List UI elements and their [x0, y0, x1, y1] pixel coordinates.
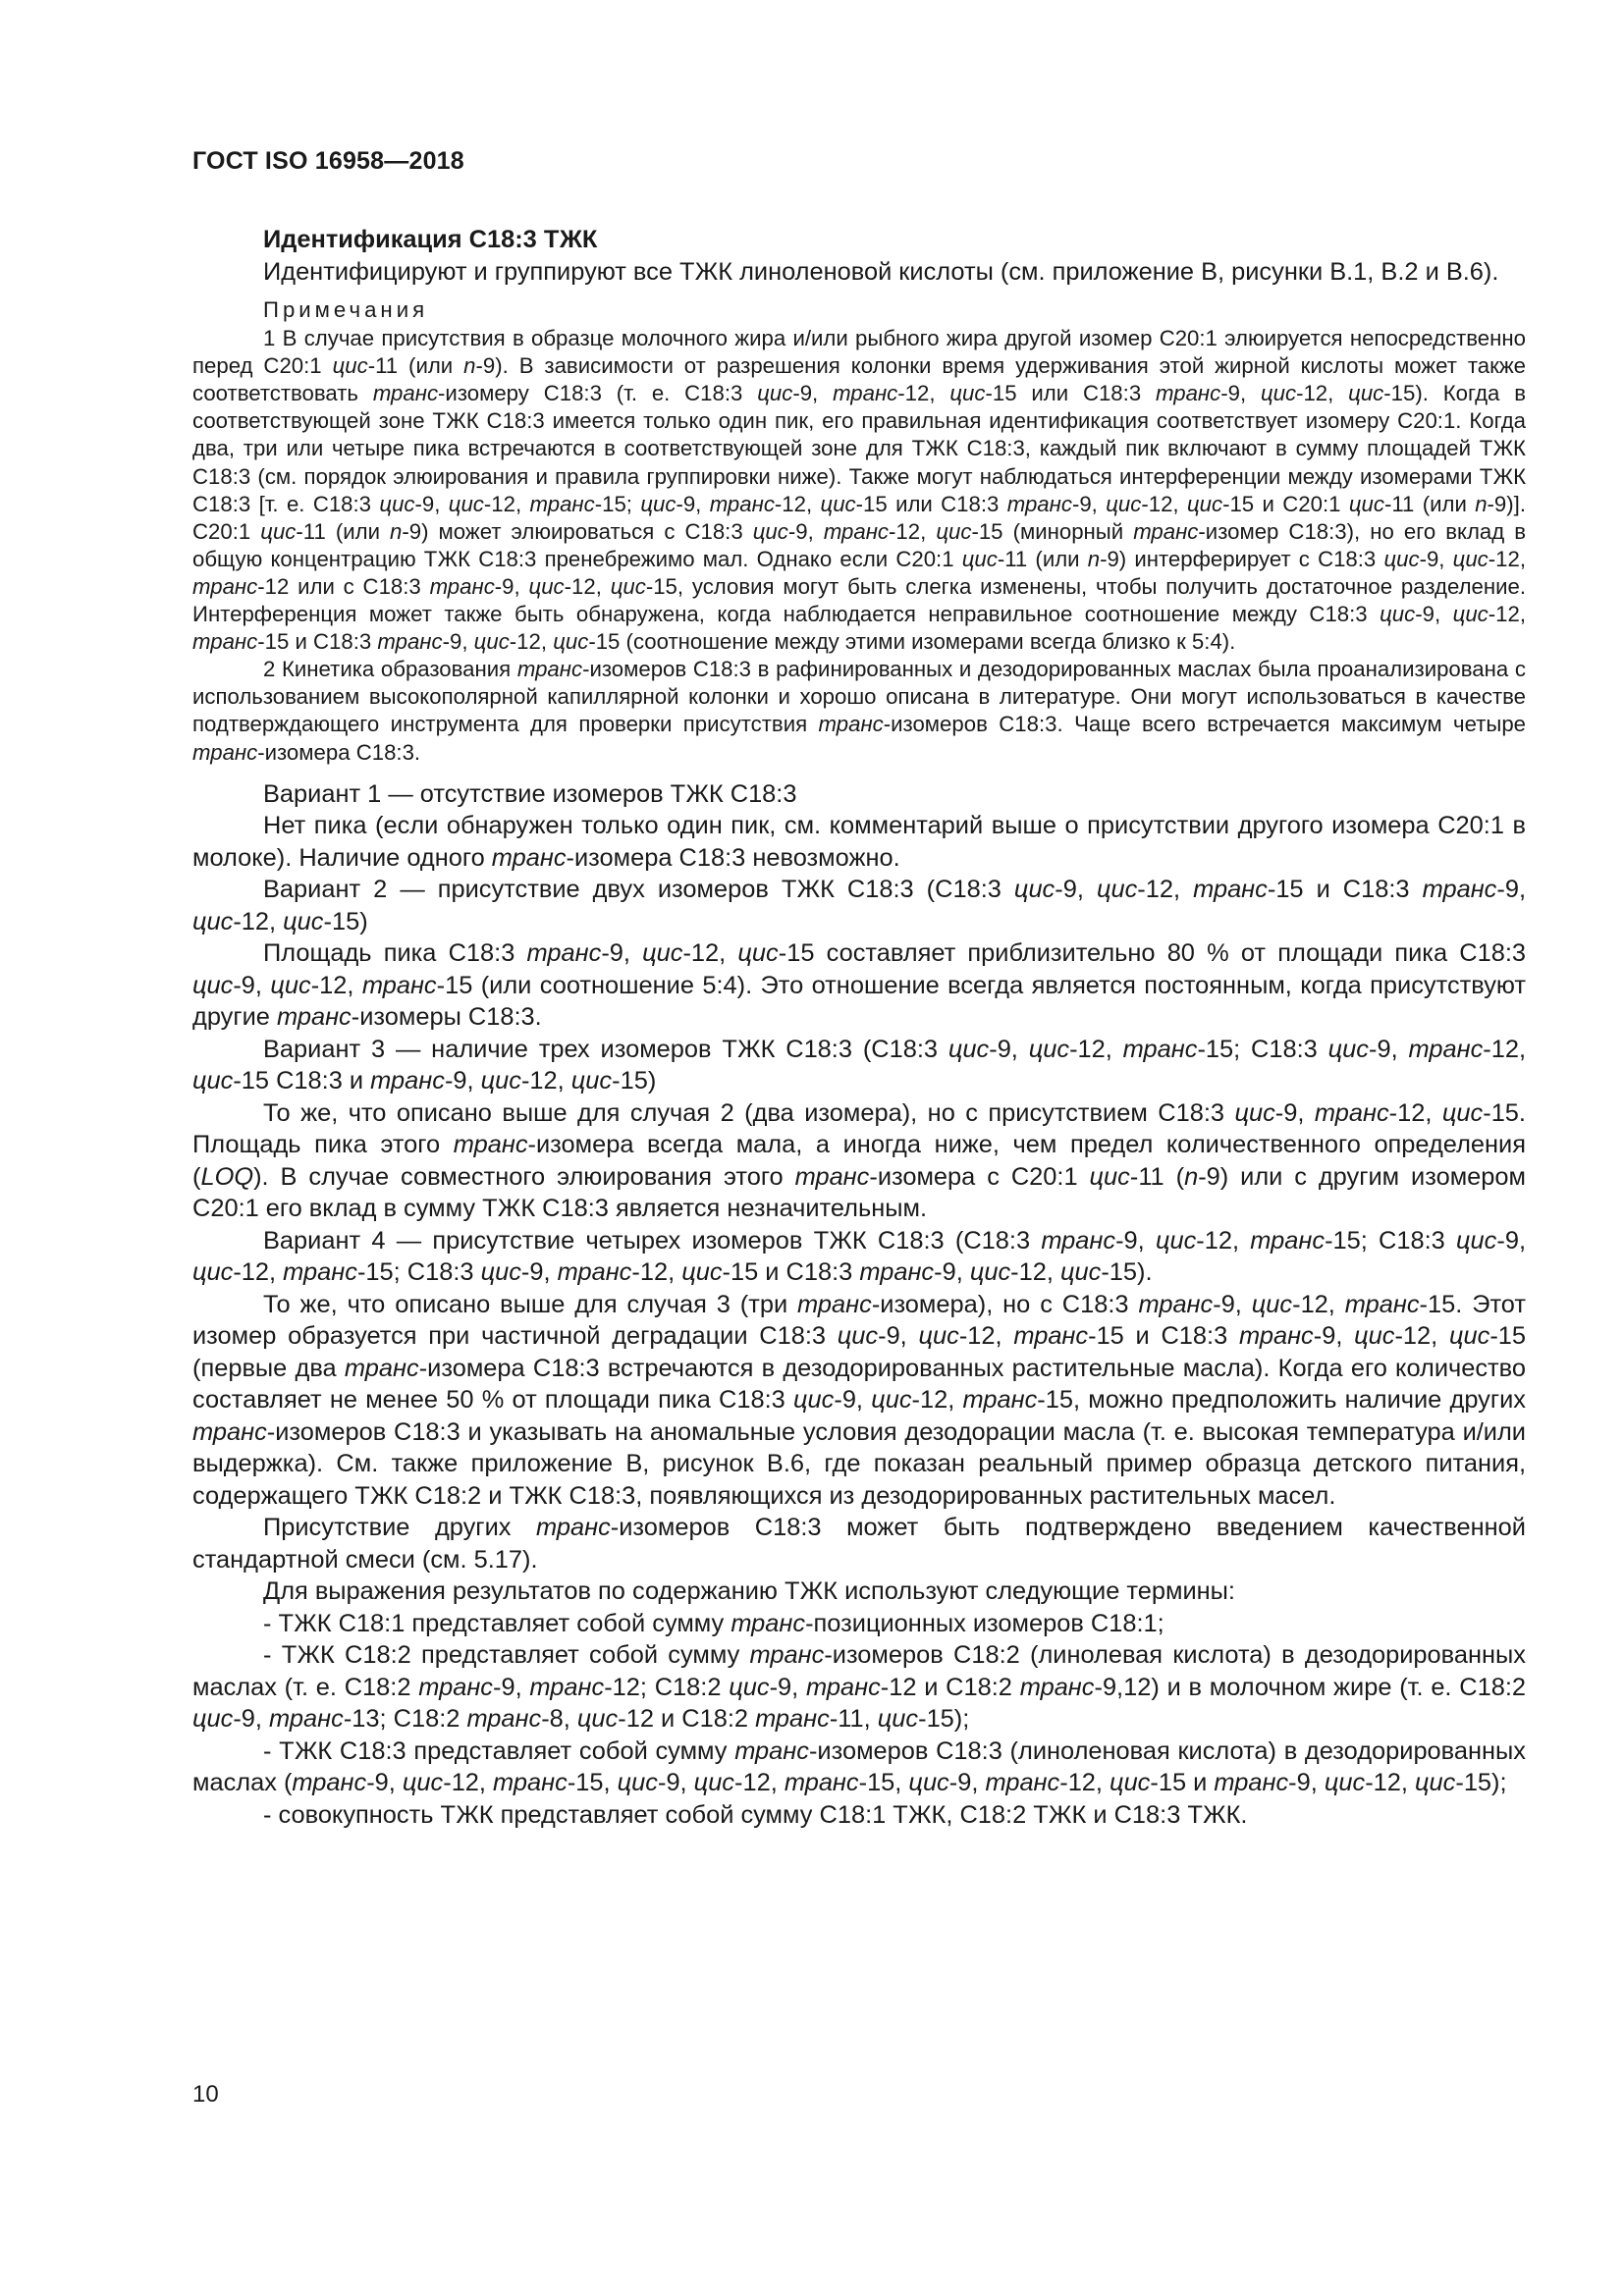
- page-number: 10: [192, 2081, 219, 2108]
- notes-title: Примечания: [263, 297, 429, 322]
- terms-intro: Для выражения результатов по содержанию ТЖК используют следующие термины:: [263, 1577, 1235, 1606]
- section-heading: Идентификация С18:3 ТЖК: [263, 226, 598, 253]
- variant-3-title: Вариант 3 — наличие трех изомеров ТЖК С18:3 (С18:3 цис-9, цис-12, транс-15; С18:3 цис-9, транс-12, цис-15 С18:3 и транс-9, цис-12, цис-15): [192, 1035, 1527, 1095]
- note-2: 2 Кинетика образования транс-изомеров С18:3 в рафинированных и дезодорированных маслах была проанализирована с использованием высокополярной капиллярной колонки и хорошо описана в литературе. Они могут использоваться в качестве подтверждающего инструмента для проверки присутствия транс-изомеров С18:3. Чаще всего встречается максимум четыре транс-изомера С18:3.: [192, 657, 1527, 765]
- variant-4-text: То же, что описано выше для случая 3 (три транс-изомера), но с С18:3 транс-9, цис-12, транс-15. Этот изомер образуется при частичной деградации С18:3 цис-9, цис-12, транс-15 и С18:3 транс-9, цис-12, цис-15 (первые два транс-изомера С18:3 встречаются в дезодорированных растительные масла). Когда его количество составляет не менее 50 % от площади пика С18:3 цис-9, цис-12, транс-15, можно предположить наличие других транс-изомеров С18:3 и указывать на аномальные условия дезодорации масла (т. е. высокая температура и/или выдержка). См. также приложение В, рисунок В.6, где показан реальный пример образца детского питания, содержащего ТЖК С18:2 и ТЖК С18:3, появляющихся из дезодорированных растительных масел.: [192, 1290, 1527, 1510]
- section-intro: Идентифицируют и группируют все ТЖК линоленовой кислоты (см. приложение В, рисунки В.1, В.2 и В.6).: [263, 257, 1499, 286]
- notes-block: [192, 296, 1526, 767]
- variant-4-title: Вариант 4 — присутствие четырех изомеров ТЖК С18:3 (С18:3 транс-9, цис-12, транс-15; С18:3 цис-9, цис-12, транс-15; С18:3 цис-9, транс-12, цис-15 и С18:3 транс-9, цис-12, цис-15).: [192, 1226, 1527, 1287]
- term-item-c18-1: - ТЖК С18:1 представляет собой сумму транс-позиционных изомеров С18:1;: [263, 1609, 1164, 1637]
- variant-1-title: Вариант 1 — отсутствие изомеров ТЖК С18:3: [263, 779, 797, 808]
- variant-1-text: Нет пика (если обнаружен только один пик, см. комментарий выше о присутствии другого изомера С20:1 в молоке). Наличие одного транс-изомера С18:3 невозможно.: [192, 812, 1526, 872]
- variant-3-text: То же, что описано выше для случая 2 (два изомера), но с присутствием С18:3 цис-9, транс-12, цис-15. Площадь пика этого транс-изомера всегда мала, а иногда ниже, чем предел количественного определения (LOQ). В случае совместного элюирования этого транс-изомера с С20:1 цис-11 (n-9) или с другим изомером С20:1 его вклад в сумму ТЖК С18:3 является незначительным.: [192, 1098, 1526, 1223]
- document-header: ГОСТ ISO 16958—2018: [192, 147, 464, 175]
- term-item-total: - совокупность ТЖК представляет собой сумму С18:1 ТЖК, С18:2 ТЖК и С18:3 ТЖК.: [263, 1800, 1248, 1829]
- variant-2-title: Вариант 2 — присутствие двух изомеров ТЖК С18:3 (С18:3 цис-9, цис-12, транс-15 и С18:3 транс-9, цис-12, цис-15): [192, 876, 1527, 935]
- other-isomers-paragraph: Присутствие других транс-изомеров С18:3 может быть подтверждено введением качественной стандартной смеси (см. 5.17).: [192, 1514, 1526, 1574]
- document-body: [192, 224, 1526, 1831]
- note-1: 1 В случае присутствия в образце молочного жира и/или рыбного жира другой изомер С20:1 элюируется непосредственно перед С20:1 цис-11 (или n-9). В зависимости от разрешения колонки время удерживания этой жирной кислоты может также соответствовать транс-изомеру С18:3 (т. е. С18:3 цис-9, транс-12, цис-15 или С18:3 транс-9, цис-12, цис-15). Когда в соответствующей зоне ТЖК С18:3 имеется только один пик, его правильная идентификация соответствует изомеру С20:1. Когда два, три или четыре пика встречаются в соответствующей зоне для ТЖК С18:3, каждый пик включают в сумму площадей ТЖК С18:3 (см. порядок элюирования и правила группировки ниже). Также могут наблюдаться интерференции между изомерами ТЖК С18:3 [т. е. С18:3 цис-9, цис-12, транс-15; цис-9, транс-12, цис-15 или С18:3 транс-9, цис-12, цис-15 и С20:1 цис-11 (или n-9)]. С20:1 цис-11 (или n-9) может элюироваться с С18:3 цис-9, транс-12, цис-15 (минорный транс-изомер С18:3), но его вклад в общую концентрацию ТЖК С18:3 пренебрежимо мал. Однако если С20:1 цис-11 (или n-9) интерферирует с С18:3 цис-9, цис-12, транс-12 или с С18:3 транс-9, цис-12, цис-15, условия могут быть слегка изменены, чтобы получить достаточное разделение. Интерференция может также быть обнаружена, когда наблюдается неправильное соотношение между С18:3 цис-9, цис-12, транс-15 и С18:3 транс-9, цис-12, цис-15 (соотношение между этими изомерами всегда близко к 5:4).: [192, 326, 1527, 655]
- term-item-c18-2: - ТЖК С18:2 представляет собой сумму транс-изомеров С18:2 (линолевая кислота) в дезодорированных маслах (т. е. С18:2 транс-9, транс-12; С18:2 цис-9, транс-12 и С18:2 транс-9,12) и в молочном жире (т. е. С18:2 цис-9, транс-13; С18:2 транс-8, цис-12 и С18:2 транс-11, цис-15);: [192, 1641, 1527, 1734]
- variant-2-text: Площадь пика С18:3 транс-9, цис-12, цис-15 составляет приблизительно 80 % от площади пика С18:3 цис-9, цис-12, транс-15 (или соотношение 5:4). Это отношение всегда является постоянным, когда присутствуют другие транс-изомеры С18:3.: [192, 939, 1527, 1032]
- term-item-c18-3: - ТЖК С18:3 представляет собой сумму транс-изомеров С18:3 (линоленовая кислота) в дезодорированных маслах (транс-9, цис-12, транс-15, цис-9, цис-12, транс-15, цис-9, транс-12, цис-15 и транс-9, цис-12, цис-15);: [192, 1736, 1526, 1797]
